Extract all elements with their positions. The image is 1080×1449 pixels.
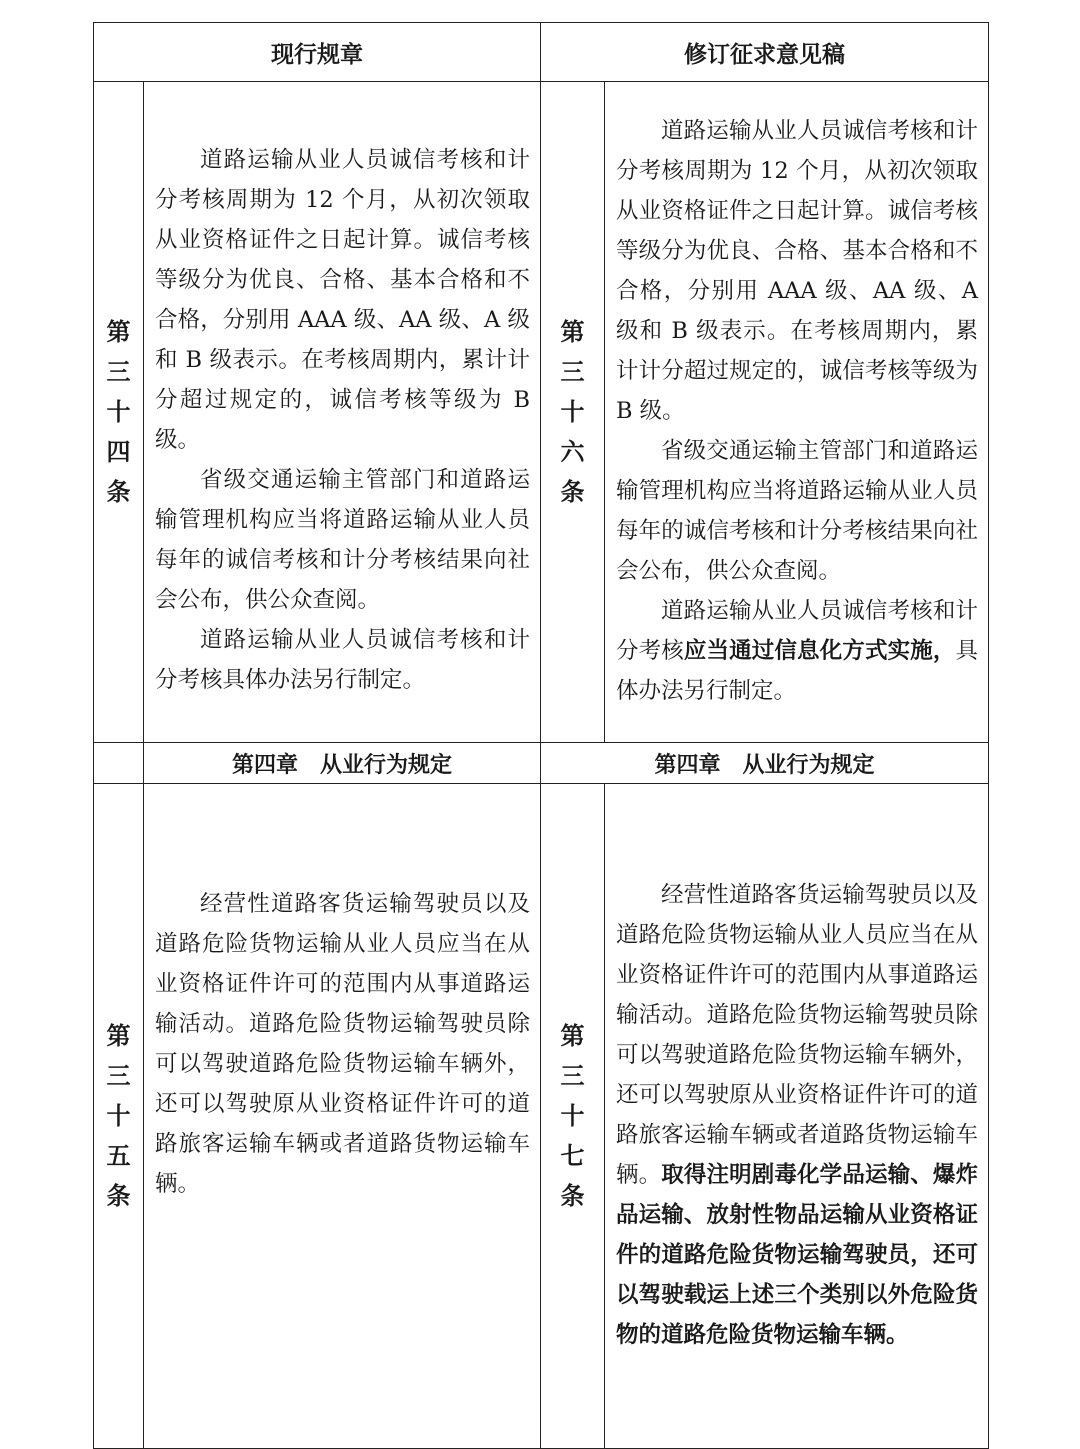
article-label-36: 第 三 十 六 条 [541,82,605,743]
article-37-text [605,784,989,1449]
empty-cell [94,743,144,784]
paragraph: 经营性道路客货运输驾驶员以及道路危险货物运输从业人员应当在从业资格证件许可的范围内从事道路运输活动。道路危险货物运输驾驶员除可以驾驶道路危险货物运输车辆外，还可以驾驶原从业资格证件许可的道路旅客运输车辆或者道路货物运输车辆。 [155,891,530,1197]
table-header-row [94,23,989,82]
article-label-35: 第 三 十 五 条 [94,784,144,1449]
article-label-37: 第 三 十 七 条 [541,784,605,1449]
paragraph: 省级交通运输主管部门和道路运输管理机构应当将道路运输从业人员每年的诚信考核和计分考核结果向社会公布，供公众查阅。 [155,467,530,613]
table-row [94,82,989,743]
comparison-table [93,22,989,1449]
comparison-document [93,22,988,1348]
paragraph: 道路运输从业人员诚信考核和计分考核具体办法另行制定。 [155,627,530,693]
article-36-text [605,82,989,743]
article-34-text [144,82,541,743]
revised-bold-text: 应当通过信息化方式实施， [683,638,956,664]
revised-bold-text: 取得注明剧毒化学品运输、爆炸品运输、放射性物品运输从业资格证件的道路危险货物运输驾驶员，还可以驾驶载运上述三个类别以外危险货物的道路危险货物运输车辆。 [616,1162,978,1348]
header-current-rules: 现行规章 [94,23,541,82]
chapter-row [94,743,989,784]
paragraph: 道路运输从业人员诚信考核和计分考核周期为 12 个月，从初次领取从业资格证件之日起计算。诚信考核等级分为优良、合格、基本合格和不合格，分别用 AAA 级、AA 级、A 级和 B 级表示。在考核周期内，累计计分超过规定的，诚信考核等级为 B 级。 [155,147,530,453]
paragraph: 经营性道路客货运输驾驶员以及道路危险货物运输从业人员应当在从业资格证件许可的范围内从事道路运输活动。道路危险货物运输驾驶员除可以驾驶道路危险货物运输车辆外，还可以驾驶原从业资格证件许可的道路旅客运输车辆或者道路货物运输车辆。取得注明剧毒化学品运输、爆炸品运输、放射性物品运输从业资格证件的道路危险货物运输驾驶员，还可以驾驶载运上述三个类别以外危险货物的道路危险货物运输车辆。 [616,882,978,1348]
table-row [94,784,989,1449]
chapter-heading-left: 第四章 从业行为规定 [144,743,541,784]
header-revised-draft: 修订征求意见稿 [541,23,989,82]
article-35-text [144,784,541,1449]
chapter-heading-right: 第四章 从业行为规定 [541,743,989,784]
paragraph: 省级交通运输主管部门和道路运输管理机构应当将道路运输从业人员每年的诚信考核和计分考核结果向社会公布，供公众查阅。 [616,438,978,584]
article-label-34: 第 三 十 四 条 [94,82,144,743]
paragraph: 道路运输从业人员诚信考核和计分考核周期为 12 个月，从初次领取从业资格证件之日起计算。诚信考核等级分为优良、合格、基本合格和不合格，分别用 AAA 级、AA 级、A 级和 B 级表示。在考核周期内，累计计分超过规定的，诚信考核等级为 B 级。 [616,118,978,424]
paragraph: 道路运输从业人员诚信考核和计分考核应当通过信息化方式实施，具体办法另行制定。 [616,598,978,704]
